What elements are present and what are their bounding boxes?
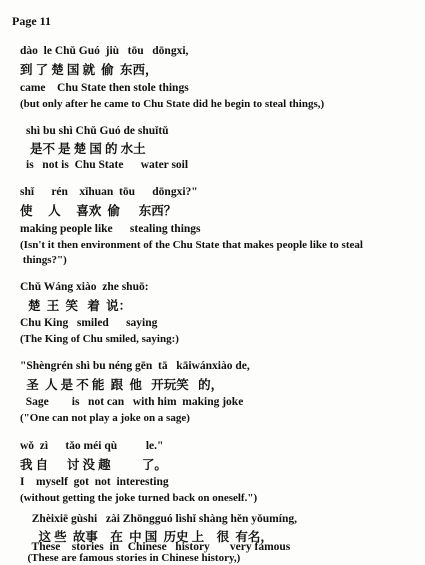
block-1-hanzi: 到 了 楚 国 就 偷 东西，	[20, 63, 158, 77]
block-7-translation: (These are famous stories in Chinese history,)	[22, 552, 241, 564]
block-7-english: These stories in Chinese history very famous	[26, 541, 291, 553]
block-3-pinyin: shǐ rén xǐhuan tōu dōngxi?"	[20, 186, 198, 198]
block-7-pinyin: Zhèixiē gùshi zài Zhōngguó lìshǐ shàng hěn yǒumíng,	[26, 513, 297, 525]
block-3-translation: (Isn't it then environment of the Chu State that makes people like to steal	[20, 239, 363, 251]
block-6-pinyin: wǒ zì tǎo méi qù le."	[20, 440, 164, 452]
block-5-hanzi: 圣 人 是 不 能 跟 他 开玩笑 的，	[20, 378, 224, 392]
block-5-translation: ("One can not play a joke on a sage)	[20, 412, 190, 424]
block-1-translation: (but only after he came to Chu State did he begin to steal things,)	[20, 98, 325, 110]
block-4-english: Chu King smiled saying	[20, 317, 158, 329]
block-3-hanzi: 使 人 喜欢 偷 东西？	[20, 204, 177, 218]
block-1-pinyin: dào le Chǔ Guó jiù tōu dōngxi,	[20, 45, 189, 57]
page-label: Page 11	[12, 14, 51, 28]
block-6-english: I myself got not interesting	[20, 476, 169, 488]
block-4-translation: (The King of Chu smiled, saying:)	[20, 333, 179, 345]
block-1-english: came Chu State then stole things	[20, 82, 189, 94]
block-2-english: is not is Chu State water soil	[26, 159, 189, 171]
block-5-english: Sage is not can with him making joke	[20, 396, 244, 408]
block-6-translation: (without getting the joke turned back on oneself.")	[20, 492, 258, 504]
block-4-hanzi: 楚 王 笑 着 说：	[28, 299, 132, 313]
block-2-pinyin: shì bu shì Chǔ Guó de shuǐtǔ	[26, 125, 169, 137]
block-2-hanzi: 是不 是 楚 国 的 水土	[30, 142, 146, 156]
block-3-translation-cont: things?")	[20, 254, 67, 266]
block-6-hanzi: 我 自 讨 没 趣 了。	[20, 458, 167, 472]
block-3-english: making people like stealing things	[20, 223, 201, 235]
block-5-pinyin: "Shèngrén shì bu néng gēn tā kāiwánxiào de,	[20, 360, 250, 372]
block-4-pinyin: Chǔ Wáng xiào zhe shuō:	[20, 281, 149, 293]
block-7-hanzi: 这 些 故事 在 中 国 历史 上 很 有名，	[26, 530, 273, 544]
